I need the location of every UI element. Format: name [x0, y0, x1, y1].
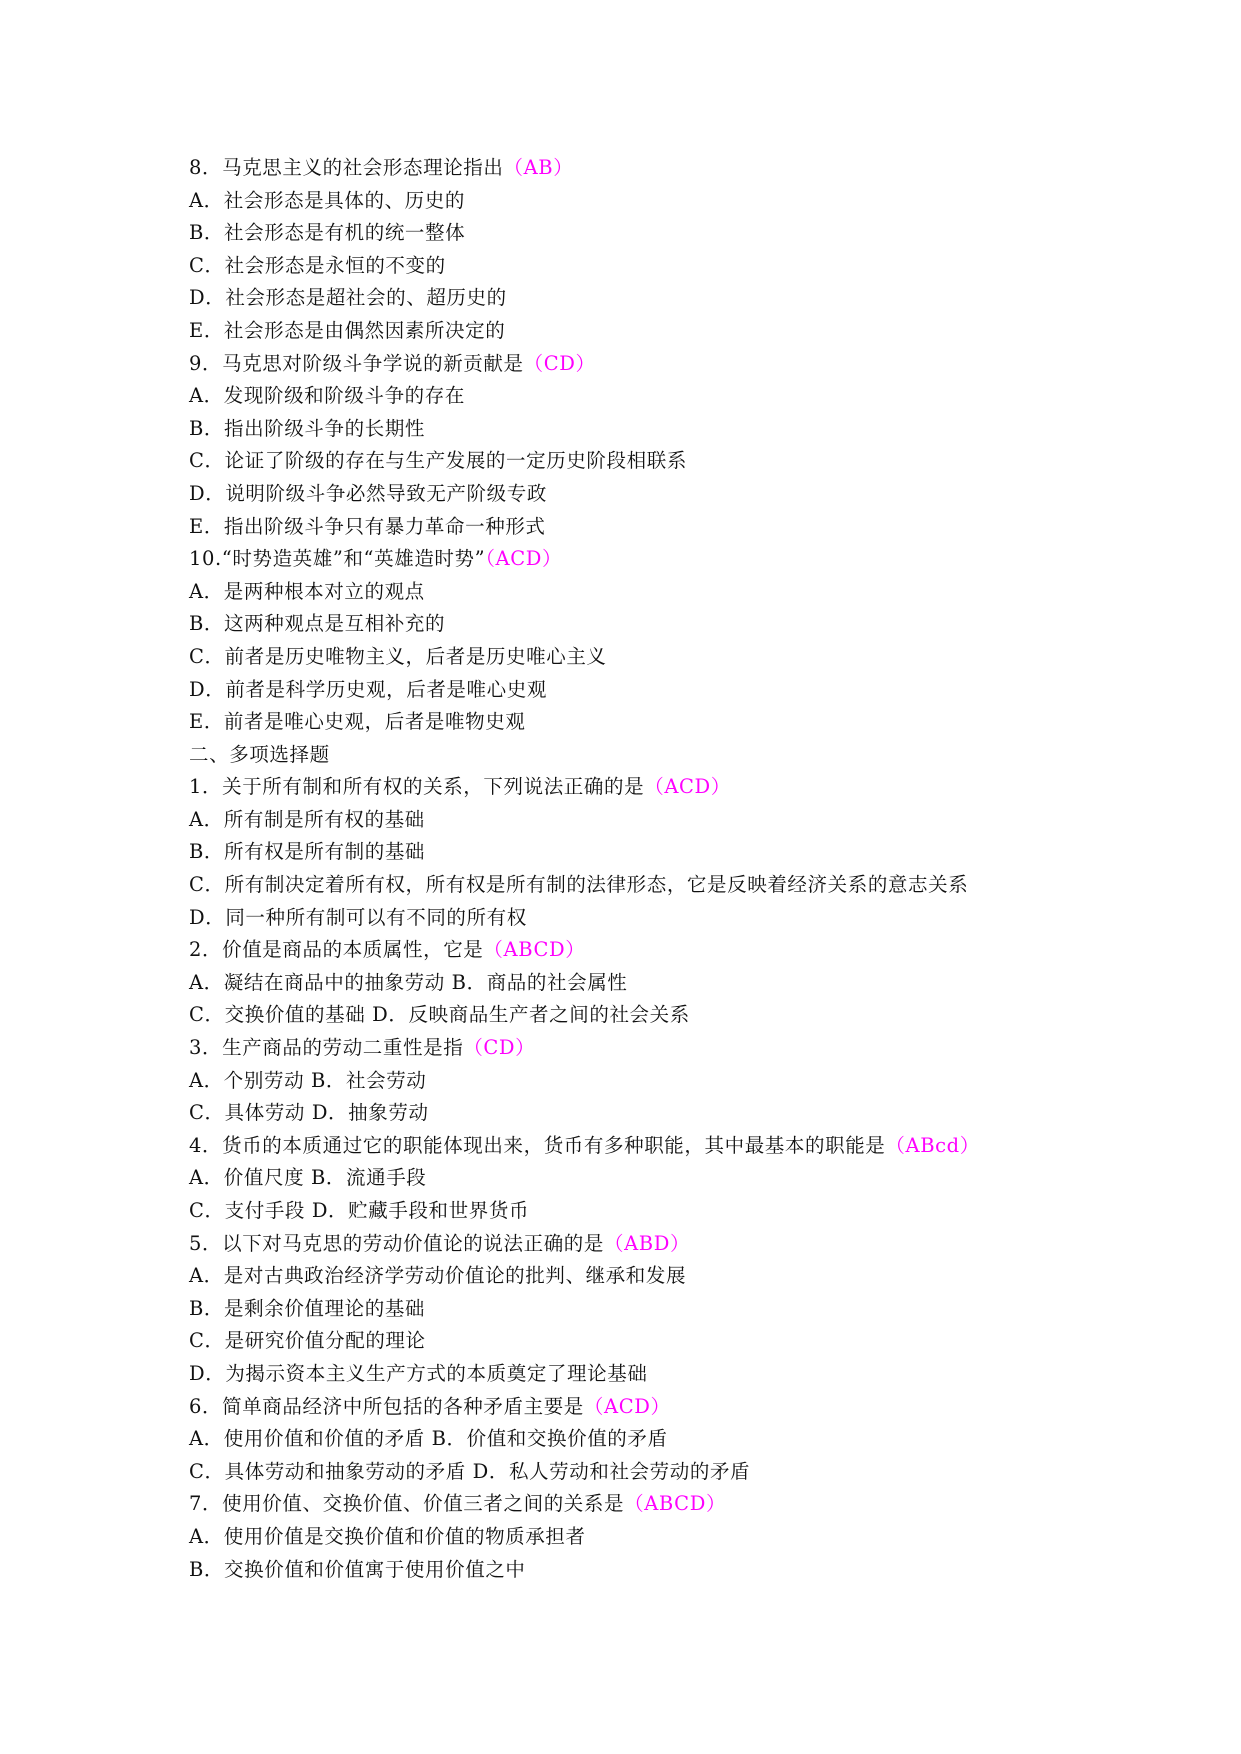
text-line	[189, 739, 1089, 772]
line-text: D．说明阶级斗争必然导致无产阶级专政	[189, 481, 547, 505]
answer-key: （ABD）	[604, 1231, 691, 1255]
text-line	[189, 315, 1089, 348]
text-line	[189, 1423, 1089, 1456]
text-line	[189, 478, 1089, 511]
text-line	[189, 217, 1089, 250]
line-text: E．社会形态是由偶然因素所决定的	[189, 318, 506, 342]
answer-key: （ACD）	[583, 1394, 671, 1418]
answer-key: （AB）	[503, 156, 574, 179]
answer-key: （CD）	[523, 351, 596, 375]
line-text: A．是对古典政治经济学劳动价值论的批判、继承和发展	[189, 1264, 687, 1288]
text-line	[189, 608, 1089, 641]
text-line	[189, 413, 1089, 446]
line-text: C．具体劳动 D．抽象劳动	[189, 1101, 429, 1125]
line-text: 6．简单商品经济中所包括的各种矛盾主要是	[189, 1394, 584, 1418]
line-text: B．指出阶级斗争的长期性	[189, 416, 426, 440]
answer-key: （CD）	[463, 1036, 536, 1060]
question-list	[189, 152, 1089, 1586]
text-line	[189, 674, 1089, 707]
line-text: C．社会形态是永恒的不变的	[189, 253, 446, 277]
text-line	[189, 641, 1089, 674]
line-text: B．是剩余价值理论的基础	[189, 1296, 426, 1320]
line-text: D．为揭示资本主义生产方式的本质奠定了理论基础	[189, 1361, 648, 1385]
text-line	[189, 902, 1089, 935]
text-line	[189, 543, 1089, 576]
text-line	[189, 1521, 1089, 1554]
text-line	[189, 1097, 1089, 1130]
line-text: A．使用价值和价值的矛盾 B．价值和交换价值的矛盾	[189, 1427, 668, 1451]
line-text: C．交换价值的基础 D．反映商品生产者之间的社会关系	[189, 1003, 690, 1027]
text-line	[189, 1228, 1089, 1261]
text-line	[189, 804, 1089, 837]
text-line	[189, 869, 1089, 902]
line-text: 8．马克思主义的社会形态理论指出	[189, 156, 504, 179]
line-text: C．具体劳动和抽象劳动的矛盾 D．私人劳动和社会劳动的矛盾	[189, 1459, 751, 1483]
line-text: C．前者是历史唯物主义，后者是历史唯心主义	[189, 644, 607, 668]
text-line	[189, 1456, 1089, 1489]
line-text: 10.“时势造英雄”和“英雄造时势”	[189, 547, 486, 571]
text-line	[189, 1032, 1089, 1065]
line-text: A．所有制是所有权的基础	[189, 807, 425, 831]
answer-key: （ABCD）	[624, 1492, 727, 1516]
line-text: A．使用价值是交换价值和价值的物质承担者	[189, 1524, 586, 1548]
line-text: C．所有制决定着所有权，所有权是所有制的法律形态，它是反映着经济关系的意志关系	[189, 873, 969, 897]
line-text: A．发现阶级和阶级斗争的存在	[189, 384, 465, 408]
text-line	[189, 348, 1089, 381]
text-line	[189, 380, 1089, 413]
text-line	[189, 1391, 1089, 1424]
text-line	[189, 1065, 1089, 1098]
line-text: 二、多项选择题	[189, 742, 330, 766]
line-text: D．前者是科学历史观，后者是唯心史观	[189, 677, 547, 701]
line-text: C．是研究价值分配的理论	[189, 1329, 426, 1353]
text-line	[189, 1130, 1089, 1163]
text-line	[189, 771, 1089, 804]
text-line	[189, 445, 1089, 478]
line-text: 7．使用价值、交换价值、价值三者之间的关系是	[189, 1492, 625, 1516]
answer-key: （ABcd）	[885, 1133, 980, 1157]
line-text: A．价值尺度 B．流通手段	[189, 1166, 427, 1190]
text-line	[189, 836, 1089, 869]
text-line	[189, 511, 1089, 544]
text-line	[189, 999, 1089, 1032]
text-line	[189, 1260, 1089, 1293]
text-line	[189, 250, 1089, 283]
text-line	[189, 282, 1089, 315]
text-line	[189, 934, 1089, 967]
answer-key: （ACD）	[644, 775, 731, 799]
line-text: 2．价值是商品的本质属性，它是	[189, 938, 484, 962]
line-text: A．个别劳动 B．社会劳动	[189, 1068, 427, 1092]
text-line	[189, 1325, 1089, 1358]
line-text: B．交换价值和价值寓于使用价值之中	[189, 1557, 526, 1581]
line-text: A．是两种根本对立的观点	[189, 579, 425, 603]
line-text: D．社会形态是超社会的、超历史的	[189, 286, 507, 310]
answer-key: （ABCD）	[483, 938, 586, 962]
line-text: E．指出阶级斗争只有暴力革命一种形式	[189, 514, 546, 538]
line-text: 5．以下对马克思的劳动价值论的说法正确的是	[189, 1231, 605, 1255]
line-text: C．支付手段 D．贮藏手段和世界货币	[189, 1199, 530, 1222]
line-text: 1．关于所有制和所有权的关系，下列说法正确的是	[189, 775, 645, 799]
line-text: 9．马克思对阶级斗争学说的新贡献是	[189, 351, 524, 375]
text-line	[189, 967, 1089, 1000]
text-line	[189, 1358, 1089, 1391]
line-text: 4．货币的本质通过它的职能体现出来，货币有多种职能，其中最基本的职能是	[189, 1133, 886, 1157]
line-text: 3．生产商品的劳动二重性是指	[189, 1036, 464, 1060]
line-text: B．社会形态是有机的统一整体	[189, 221, 466, 245]
text-line	[189, 1195, 1089, 1228]
text-line	[189, 1293, 1089, 1326]
line-text: C．论证了阶级的存在与生产发展的一定历史阶段相联系	[189, 449, 687, 473]
line-text: A．凝结在商品中的抽象劳动 B．商品的社会属性	[189, 970, 628, 994]
line-text: B．所有权是所有制的基础	[189, 840, 426, 864]
text-line	[189, 576, 1089, 609]
text-line	[189, 1554, 1089, 1587]
text-line	[189, 706, 1089, 739]
line-text: D．同一种所有制可以有不同的所有权	[189, 905, 527, 929]
text-line	[189, 1488, 1089, 1521]
line-text: A．社会形态是具体的、历史的	[189, 188, 465, 212]
text-line	[189, 152, 1089, 185]
answer-key: （ACD）	[485, 547, 563, 571]
text-line	[189, 1162, 1089, 1195]
line-text: E．前者是唯心史观，后者是唯物史观	[189, 710, 526, 734]
text-line	[189, 185, 1089, 218]
line-text: B．这两种观点是互相补充的	[189, 612, 446, 636]
